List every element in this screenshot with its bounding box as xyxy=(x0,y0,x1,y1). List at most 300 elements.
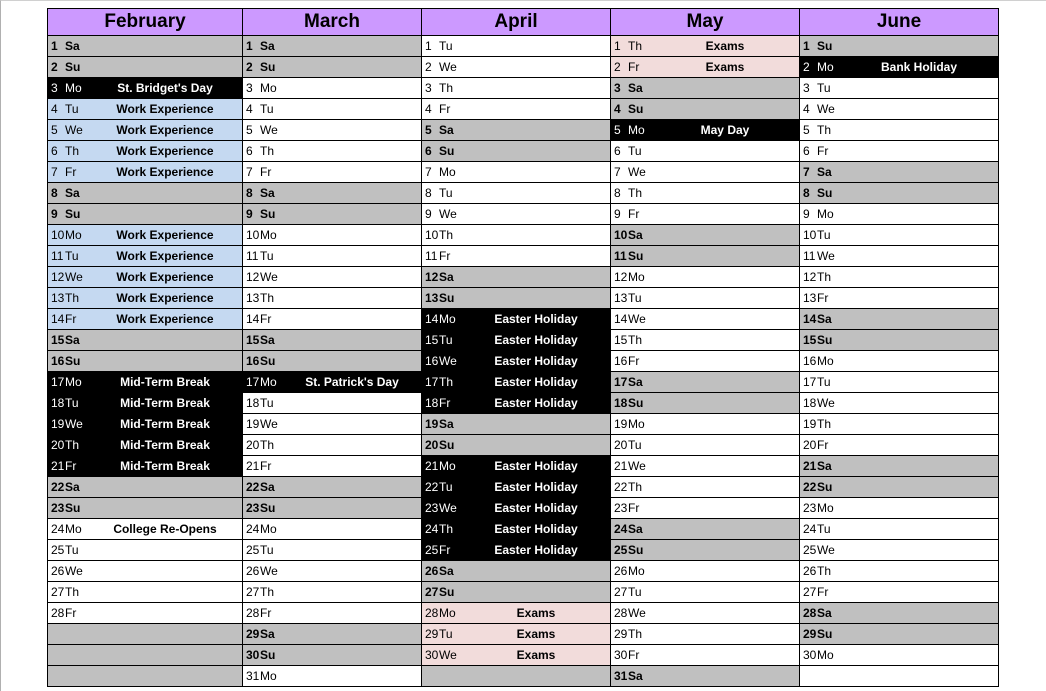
day-cell-may xyxy=(611,330,800,351)
calendar-row xyxy=(48,162,999,183)
day-cell-may xyxy=(611,120,800,141)
day-cell-march xyxy=(243,393,422,414)
calendar-row xyxy=(48,561,999,582)
day-cell-may xyxy=(611,57,800,78)
day-of-week: Tu xyxy=(439,627,453,641)
day-cell-march xyxy=(243,309,422,330)
calendar-row xyxy=(48,666,999,687)
day-event-label: Easter Holiday xyxy=(494,501,578,515)
day-cell-june xyxy=(800,309,999,330)
day-cell-april xyxy=(422,78,611,99)
day-number: 19 xyxy=(51,417,65,431)
calendar-row xyxy=(48,36,999,57)
day-cell-february xyxy=(48,603,243,624)
day-number: 19 xyxy=(614,417,628,431)
day-cell-june xyxy=(800,414,999,435)
day-of-week: Mo xyxy=(439,165,456,179)
day-number: 2 xyxy=(425,60,432,74)
day-cell-may xyxy=(611,456,800,477)
day-of-week: Sa xyxy=(628,81,643,95)
day-cell-may xyxy=(611,141,800,162)
day-cell-june xyxy=(800,183,999,204)
day-of-week: Fr xyxy=(817,438,829,452)
day-cell-may xyxy=(611,582,800,603)
day-of-week: Su xyxy=(260,648,276,662)
day-event-label: St. Patrick's Day xyxy=(305,375,399,389)
day-number: 26 xyxy=(425,564,439,578)
day-of-week: Sa xyxy=(65,333,80,347)
day-of-week: Fr xyxy=(628,207,640,221)
day-of-week: Tu xyxy=(817,228,831,242)
day-cell-april xyxy=(422,246,611,267)
day-cell-march xyxy=(243,645,422,666)
day-event-label: Work Experience xyxy=(116,312,214,326)
day-cell-june xyxy=(800,36,999,57)
day-of-week: We xyxy=(65,123,83,137)
day-number: 24 xyxy=(425,522,439,536)
day-number: 19 xyxy=(246,417,260,431)
day-number: 17 xyxy=(803,375,817,389)
day-event-label: Exams xyxy=(705,60,745,74)
day-cell-june xyxy=(800,477,999,498)
day-event-label: Work Experience xyxy=(116,270,214,284)
day-number: 12 xyxy=(51,270,65,284)
day-cell-march xyxy=(243,246,422,267)
day-cell-june xyxy=(800,288,999,309)
day-number: 20 xyxy=(614,438,628,452)
day-cell-february xyxy=(48,57,243,78)
day-event-label: Work Experience xyxy=(116,249,214,263)
day-cell-april xyxy=(422,57,611,78)
day-number: 9 xyxy=(425,207,432,221)
month-header-row xyxy=(48,9,999,36)
calendar-row xyxy=(48,141,999,162)
day-number: 12 xyxy=(246,270,260,284)
day-of-week: Su xyxy=(628,102,644,116)
day-of-week: Mo xyxy=(439,606,456,620)
day-cell-february xyxy=(48,204,243,225)
day-event-label: Mid-Term Break xyxy=(120,417,210,431)
day-cell-march xyxy=(243,603,422,624)
day-cell-march xyxy=(243,498,422,519)
day-cell-february xyxy=(48,498,243,519)
day-of-week: Fr xyxy=(439,249,451,263)
day-of-week: Mo xyxy=(65,81,82,95)
day-number: 6 xyxy=(803,144,810,158)
day-cell-may xyxy=(611,288,800,309)
day-cell-june xyxy=(800,561,999,582)
day-cell-march xyxy=(243,99,422,120)
day-number: 8 xyxy=(51,186,58,200)
day-of-week: Su xyxy=(628,249,644,263)
day-of-week: Sa xyxy=(260,186,275,200)
day-number: 7 xyxy=(425,165,432,179)
day-number: 7 xyxy=(51,165,58,179)
day-of-week: Sa xyxy=(628,228,643,242)
day-cell-march xyxy=(243,36,422,57)
day-number: 15 xyxy=(803,333,817,347)
day-of-week: Su xyxy=(260,354,276,368)
day-number: 18 xyxy=(614,396,628,410)
day-of-week: Tu xyxy=(260,396,274,410)
day-of-week: Th xyxy=(439,375,454,389)
day-cell-february xyxy=(48,372,243,393)
day-number: 14 xyxy=(803,312,817,326)
day-number: 15 xyxy=(51,333,65,347)
day-cell-may xyxy=(611,414,800,435)
day-of-week: Sa xyxy=(260,333,275,347)
day-cell-may xyxy=(611,393,800,414)
day-of-week: Mo xyxy=(628,417,645,431)
day-number: 26 xyxy=(246,564,260,578)
day-cell-april xyxy=(422,582,611,603)
day-cell-june xyxy=(800,519,999,540)
day-of-week: Fr xyxy=(439,102,451,116)
day-event-label: Mid-Term Break xyxy=(120,459,210,473)
calendar-row xyxy=(48,372,999,393)
day-number: 5 xyxy=(803,123,810,137)
day-number: 11 xyxy=(51,249,64,263)
day-number: 21 xyxy=(51,459,65,473)
calendar-row xyxy=(48,603,999,624)
day-cell-april xyxy=(422,456,611,477)
calendar-row xyxy=(48,225,999,246)
calendar-row xyxy=(48,288,999,309)
day-cell-june xyxy=(800,582,999,603)
day-of-week: Fr xyxy=(817,144,829,158)
day-of-week: Mo xyxy=(65,522,82,536)
day-of-week: Sa xyxy=(439,564,454,578)
day-of-week: Th xyxy=(628,39,643,53)
day-number: 24 xyxy=(614,522,628,536)
day-cell-february xyxy=(48,393,243,414)
day-cell-june xyxy=(800,498,999,519)
day-of-week: Sa xyxy=(817,606,832,620)
day-of-week: Sa xyxy=(817,165,832,179)
day-cell-february xyxy=(48,246,243,267)
day-of-week: We xyxy=(439,60,457,74)
day-of-week: We xyxy=(439,648,457,662)
day-number: 1 xyxy=(803,39,810,53)
calendar-row xyxy=(48,99,999,120)
day-of-week: Su xyxy=(628,396,644,410)
day-number: 22 xyxy=(614,480,628,494)
day-of-week: Th xyxy=(628,480,643,494)
day-number: 1 xyxy=(51,39,58,53)
day-number: 14 xyxy=(51,312,65,326)
day-of-week: Mo xyxy=(817,354,834,368)
day-cell-may xyxy=(611,498,800,519)
day-of-week: Su xyxy=(439,438,455,452)
day-event-label: Work Experience xyxy=(116,228,214,242)
day-cell-june xyxy=(800,645,999,666)
day-cell-march xyxy=(243,582,422,603)
day-number: 20 xyxy=(246,438,260,452)
day-of-week: Th xyxy=(439,522,454,536)
day-number: 18 xyxy=(803,396,817,410)
day-of-week: Fr xyxy=(439,543,451,557)
day-cell-february xyxy=(48,36,243,57)
day-cell-april xyxy=(422,540,611,561)
day-number: 3 xyxy=(425,81,432,95)
day-number: 21 xyxy=(425,459,439,473)
day-of-week: Fr xyxy=(628,501,640,515)
day-of-week: Tu xyxy=(817,81,831,95)
day-number: 17 xyxy=(246,375,260,389)
day-of-week: Su xyxy=(260,60,276,74)
day-of-week: Tu xyxy=(628,585,642,599)
day-cell-may xyxy=(611,267,800,288)
day-of-week: Mo xyxy=(65,375,82,389)
month-header-february: February xyxy=(48,9,243,36)
day-number: 21 xyxy=(803,459,817,473)
day-of-week: Mo xyxy=(260,522,277,536)
day-cell-april xyxy=(422,267,611,288)
day-of-week: Su xyxy=(439,585,455,599)
day-cell-may xyxy=(611,36,800,57)
day-number: 28 xyxy=(246,606,260,620)
day-number: 20 xyxy=(803,438,817,452)
day-event-label: Exams xyxy=(516,627,556,641)
day-of-week: Th xyxy=(628,333,643,347)
day-of-week: Su xyxy=(65,354,81,368)
day-number: 4 xyxy=(51,102,58,116)
day-event-label: Work Experience xyxy=(116,102,214,116)
day-of-week: Mo xyxy=(260,375,277,389)
day-cell-may xyxy=(611,246,800,267)
day-event-label: St. Bridget's Day xyxy=(117,81,213,95)
day-of-week: Sa xyxy=(628,522,643,536)
day-number: 23 xyxy=(246,501,260,515)
day-number: 3 xyxy=(51,81,58,95)
day-number: 26 xyxy=(803,564,817,578)
day-cell-february xyxy=(48,99,243,120)
day-cell-april xyxy=(422,498,611,519)
day-event-label: Work Experience xyxy=(116,291,214,305)
day-of-week: Mo xyxy=(260,81,277,95)
day-number: 30 xyxy=(246,648,260,662)
day-number: 13 xyxy=(51,291,65,305)
month-header-march: March xyxy=(243,9,422,36)
day-number: 23 xyxy=(51,501,65,515)
day-number: 17 xyxy=(51,375,65,389)
day-number: 25 xyxy=(614,543,628,557)
day-number: 17 xyxy=(425,375,439,389)
day-cell-june xyxy=(800,372,999,393)
day-of-week: Mo xyxy=(439,312,456,326)
day-cell-may xyxy=(611,204,800,225)
day-event-label: Easter Holiday xyxy=(494,375,578,389)
day-of-week: Tu xyxy=(439,186,453,200)
day-of-week: Fr xyxy=(65,459,77,473)
day-of-week: Tu xyxy=(260,543,274,557)
day-number: 15 xyxy=(425,333,439,347)
day-number: 2 xyxy=(803,60,810,74)
day-cell-may xyxy=(611,351,800,372)
day-cell-february xyxy=(48,225,243,246)
day-cell-april xyxy=(422,141,611,162)
day-of-week: We xyxy=(439,501,457,515)
day-event-label: College Re-Opens xyxy=(113,522,217,536)
day-number: 10 xyxy=(803,228,817,242)
day-number: 16 xyxy=(425,354,439,368)
day-event-label: Easter Holiday xyxy=(494,480,578,494)
day-number: 25 xyxy=(246,543,260,557)
day-event-label: Mid-Term Break xyxy=(120,396,210,410)
day-cell-april xyxy=(422,645,611,666)
day-cell-april xyxy=(422,435,611,456)
day-number: 25 xyxy=(803,543,817,557)
day-number: 22 xyxy=(803,480,817,494)
day-of-week: Tu xyxy=(628,144,642,158)
day-of-week: Fr xyxy=(260,312,272,326)
day-cell-february xyxy=(48,183,243,204)
day-cell-june xyxy=(800,120,999,141)
day-number: 6 xyxy=(425,144,432,158)
day-number: 12 xyxy=(803,270,817,284)
day-number: 5 xyxy=(614,123,621,137)
day-of-week: Th xyxy=(260,438,275,452)
day-cell-june xyxy=(800,603,999,624)
day-number: 24 xyxy=(803,522,817,536)
calendar-row xyxy=(48,519,999,540)
day-cell-february xyxy=(48,456,243,477)
day-of-week: Su xyxy=(65,60,81,74)
day-number: 28 xyxy=(51,606,65,620)
day-number: 30 xyxy=(425,648,439,662)
day-number: 18 xyxy=(246,396,260,410)
day-number: 27 xyxy=(425,585,439,599)
day-number: 27 xyxy=(246,585,260,599)
day-of-week: Tu xyxy=(439,480,453,494)
day-cell-february xyxy=(48,582,243,603)
day-cell-march xyxy=(243,183,422,204)
day-number: 29 xyxy=(614,627,628,641)
day-number: 10 xyxy=(246,228,260,242)
day-of-week: Mo xyxy=(817,501,834,515)
day-of-week: Sa xyxy=(65,39,80,53)
day-of-week: Sa xyxy=(817,459,832,473)
day-number: 3 xyxy=(246,81,253,95)
day-number: 6 xyxy=(246,144,253,158)
day-cell-june xyxy=(800,666,999,687)
day-cell-may xyxy=(611,99,800,120)
day-number: 11 xyxy=(614,249,627,263)
day-number: 29 xyxy=(246,627,260,641)
day-of-week: Th xyxy=(817,270,832,284)
day-of-week: Mo xyxy=(628,123,645,137)
day-of-week: Su xyxy=(65,207,81,221)
day-number: 20 xyxy=(425,438,439,452)
day-cell-february xyxy=(48,414,243,435)
day-of-week: Tu xyxy=(628,291,642,305)
day-number: 3 xyxy=(803,81,810,95)
day-of-week: Th xyxy=(65,438,80,452)
day-of-week: Mo xyxy=(260,669,277,683)
day-cell-february xyxy=(48,78,243,99)
day-number: 22 xyxy=(246,480,260,494)
day-number: 5 xyxy=(51,123,58,137)
day-cell-february xyxy=(48,519,243,540)
day-cell-march xyxy=(243,78,422,99)
day-cell-february xyxy=(48,267,243,288)
day-cell-march xyxy=(243,204,422,225)
day-cell-march xyxy=(243,267,422,288)
calendar-row xyxy=(48,204,999,225)
day-number: 27 xyxy=(614,585,628,599)
day-of-week: Sa xyxy=(439,123,454,137)
day-cell-february xyxy=(48,120,243,141)
day-number: 28 xyxy=(614,606,628,620)
day-cell-june xyxy=(800,435,999,456)
day-cell-march xyxy=(243,561,422,582)
calendar-row xyxy=(48,624,999,645)
day-of-week: We xyxy=(439,207,457,221)
calendar-row xyxy=(48,78,999,99)
day-of-week: We xyxy=(817,396,835,410)
calendar-row xyxy=(48,57,999,78)
day-cell-april xyxy=(422,519,611,540)
day-cell-june xyxy=(800,141,999,162)
day-cell-april xyxy=(422,204,611,225)
day-cell-may xyxy=(611,309,800,330)
day-cell-february xyxy=(48,351,243,372)
day-number: 1 xyxy=(425,39,432,53)
day-cell-may xyxy=(611,519,800,540)
day-number: 20 xyxy=(51,438,65,452)
calendar-row xyxy=(48,330,999,351)
day-of-week: Th xyxy=(628,186,643,200)
day-of-week: Tu xyxy=(260,102,274,116)
day-number: 16 xyxy=(614,354,628,368)
day-number: 2 xyxy=(246,60,253,74)
day-cell-june xyxy=(800,78,999,99)
day-of-week: Th xyxy=(817,417,832,431)
day-cell-march xyxy=(243,372,422,393)
day-event-label: Easter Holiday xyxy=(494,459,578,473)
day-number: 21 xyxy=(614,459,628,473)
day-of-week: Su xyxy=(817,186,833,200)
day-of-week: Tu xyxy=(65,249,79,263)
day-of-week: Th xyxy=(260,144,275,158)
day-of-week: We xyxy=(628,312,646,326)
day-of-week: We xyxy=(65,417,83,431)
day-of-week: Tu xyxy=(439,39,453,53)
day-cell-april xyxy=(422,561,611,582)
calendar-row xyxy=(48,246,999,267)
day-of-week: Fr xyxy=(817,291,829,305)
day-number: 6 xyxy=(614,144,621,158)
day-of-week: Fr xyxy=(628,60,640,74)
day-number: 17 xyxy=(614,375,628,389)
day-of-week: Sa xyxy=(817,312,832,326)
day-number: 12 xyxy=(425,270,439,284)
day-number: 21 xyxy=(246,459,260,473)
day-of-week: Th xyxy=(817,123,832,137)
day-number: 14 xyxy=(246,312,260,326)
day-of-week: Tu xyxy=(628,438,642,452)
day-number: 12 xyxy=(614,270,628,284)
day-number: 9 xyxy=(803,207,810,221)
day-cell-march xyxy=(243,624,422,645)
month-header-june: June xyxy=(800,9,999,36)
day-of-week: Tu xyxy=(439,333,453,347)
day-of-week: Tu xyxy=(65,102,79,116)
day-number: 8 xyxy=(246,186,253,200)
day-number: 8 xyxy=(614,186,621,200)
calendar-table xyxy=(47,8,999,687)
day-number: 9 xyxy=(246,207,253,221)
